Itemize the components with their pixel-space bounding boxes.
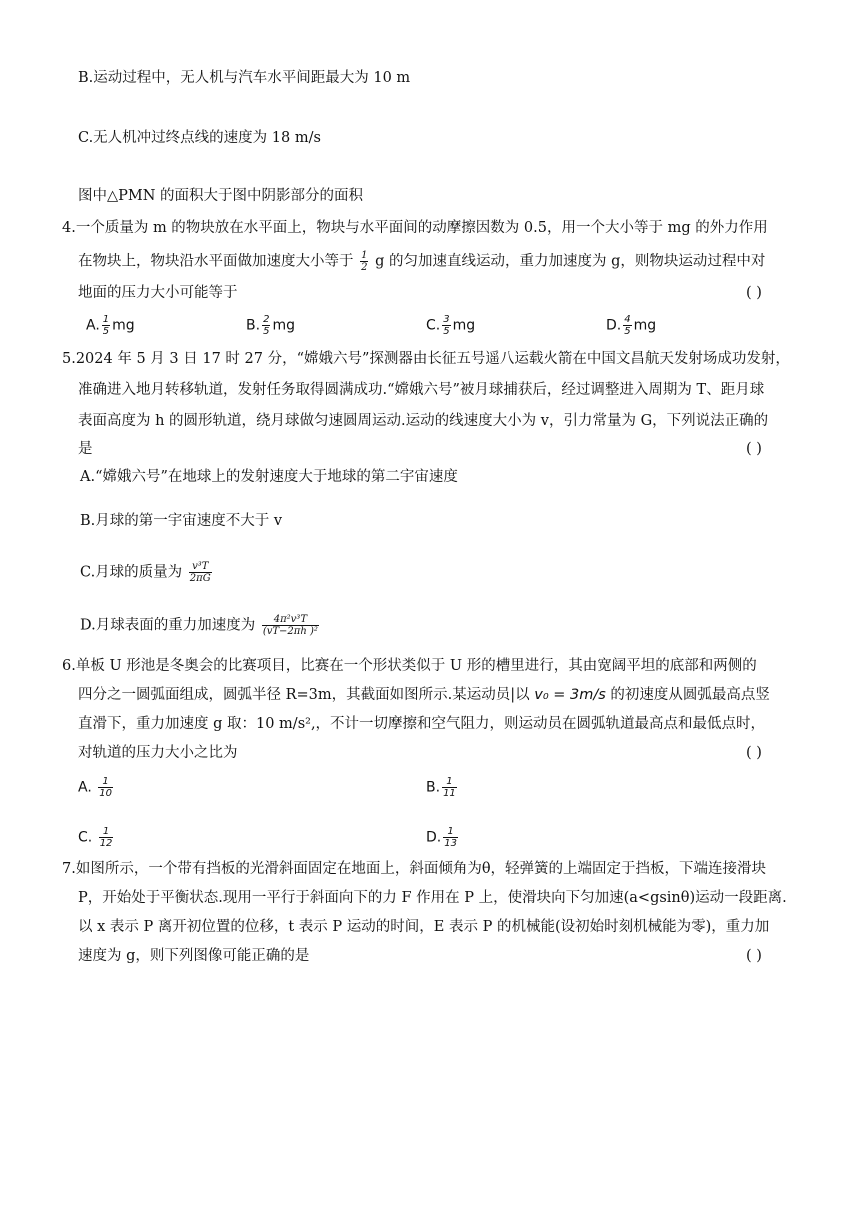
q4-option-b-num: 2 <box>263 314 270 325</box>
q5-option-c-frac <box>189 561 212 584</box>
q6-option-b-den: 11 <box>443 788 456 799</box>
q4-option-b-suffix: mg <box>272 317 295 334</box>
q4-option-b <box>246 314 295 337</box>
q4-stem-line2a: 在物块上，物块沿水平面做加速度大小等于 <box>78 253 354 270</box>
q5-stem-line2: 准确进入地月转移轨道，发射任务取得圆满成功.“嫦娥六号”被月球捕获后，经过调整进入周期为 T、距月球 <box>78 382 765 398</box>
q5-option-a: A.“嫦娥六号”在地球上的发射速度大于地球的第二宇宙速度 <box>80 469 458 485</box>
q5-option-d <box>80 614 321 637</box>
q6-option-c-prefix: C. <box>78 829 93 846</box>
q6-option-a-prefix: A. <box>78 779 92 796</box>
q3-option-c: C.无人机冲过终点线的速度为 18 m/s <box>78 130 321 146</box>
q5-option-d-den: (vT−2πh )² <box>262 626 318 637</box>
q6-option-a-frac <box>98 776 113 799</box>
q5-option-d-text: D.月球表面的重力加速度为 <box>80 617 256 634</box>
q4-option-d-num: 4 <box>624 314 631 325</box>
q7-stem-line3: 以 x 表示 P 离开初位置的位移，t 表示 P 运动的时间，E 表示 P 的机械能(设初始时刻机械能为零)，重力加 <box>78 919 770 935</box>
q4-option-b-prefix: B. <box>246 317 261 334</box>
q5-option-c-den: 2πG <box>189 573 211 584</box>
q6-option-c-frac <box>99 826 114 849</box>
q4-stem-line3: 地面的压力大小可能等于 <box>78 285 238 301</box>
q5-option-d-num: 4π²v³T <box>262 614 319 626</box>
q4-frac-half <box>360 250 368 273</box>
q6-option-a-num: 1 <box>98 776 113 788</box>
q4-option-d-den: 5 <box>624 326 631 337</box>
q4-answer-paren: ( ) <box>746 285 762 301</box>
q6-stem-line1: 6.单板 U 形池是冬奥会的比赛项目，比赛在一个形状类似于 U 形的槽里进行，其由宽阔平坦的底部和两侧的 <box>62 658 757 674</box>
q4-stem-line2 <box>78 250 765 273</box>
q6-stem-line4: 对轨道的压力大小之比为 <box>78 745 238 761</box>
q6-option-d-prefix: D. <box>426 829 442 846</box>
q7-stem-line1: 7.如图所示，一个带有挡板的光滑斜面固定在地面上，斜面倾角为θ，轻弹簧的上端固定于挡板，下端连接滑块 <box>62 861 767 877</box>
q4-option-c-frac <box>442 314 450 337</box>
q4-option-d <box>606 314 656 337</box>
q4-option-c-den: 5 <box>443 326 450 337</box>
q5-option-c-text: C.月球的质量为 <box>80 564 183 581</box>
q5-option-c-num: v³T <box>189 561 212 573</box>
q4-option-a <box>86 314 135 337</box>
q3-option-d: 图中△PMN 的面积大于图中阴影部分的面积 <box>78 188 364 204</box>
q7-stem-line2: P，开始处于平衡状态.现用一平行于斜面向下的力 F 作用在 P 上，使滑块向下匀加速(a<gsinθ)运动一段距离. <box>78 890 787 906</box>
q4-option-a-prefix: A. <box>86 317 100 334</box>
q6-option-b <box>426 776 459 799</box>
q4-frac-num: 1 <box>361 250 368 261</box>
q6-stem-line2b: 的初速度从圆弧最高点竖 <box>605 687 770 703</box>
q4-option-d-suffix: mg <box>633 317 657 334</box>
q6-option-d <box>426 826 460 849</box>
q6-option-c <box>78 826 115 849</box>
q5-stem-line3: 表面高度为 h 的圆形轨道，绕月球做匀速圆周运动.运动的线速度大小为 v，引力常量为 G，下列说法正确的 <box>78 413 769 429</box>
q3-option-b: B.运动过程中，无人机与汽车水平间距最大为 10 m <box>78 70 411 86</box>
q5-stem-line1: 5.2024 年 5 月 3 日 17 时 27 分，“嫦娥六号”探测器由长征五号遥八运载火箭在中国文昌航天发射场成功发射， <box>62 351 790 367</box>
q6-option-a-den: 10 <box>99 788 112 799</box>
q5-stem-line4: 是 <box>78 441 93 457</box>
q6-answer-paren: ( ) <box>746 745 762 761</box>
q4-stem-line2b: g 的匀加速直线运动，重力加速度为 g，则物块运动过程中对 <box>375 253 766 270</box>
q4-option-c-suffix: mg <box>452 317 476 334</box>
q6-initial-velocity: v₀ = 3m/s <box>534 687 606 703</box>
q4-option-c <box>426 314 475 337</box>
q6-stem-line2a: 四分之一圆弧面组成，圆弧半径 R=3m，其截面如图所示.某运动员|以 <box>78 687 535 703</box>
q4-option-d-prefix: D. <box>606 317 622 334</box>
q5-answer-paren: ( ) <box>746 441 762 457</box>
q4-option-c-prefix: C. <box>426 317 441 334</box>
q6-option-b-num: 1 <box>442 776 457 788</box>
q4-stem-line1: 4.一个质量为 m 的物块放在水平面上，物块与水平面间的动摩擦因数为 0.5，用一个大小等于 mg 的外力作用 <box>62 220 768 236</box>
q4-option-a-den: 5 <box>102 326 110 337</box>
q7-answer-paren: ( ) <box>746 948 762 964</box>
q6-option-d-frac <box>443 826 458 849</box>
q4-option-b-frac <box>262 314 270 337</box>
q4-frac-den: 2 <box>361 262 368 273</box>
q6-option-c-den: 12 <box>99 838 113 849</box>
q4-option-a-suffix: mg <box>112 317 135 334</box>
q4-option-a-frac <box>102 314 110 337</box>
q6-stem-line3: 直滑下，重力加速度 g 取：10 m/s²,，不计一切摩擦和空气阻力，则运动员在圆弧轨道最高点和最低点时， <box>78 716 766 732</box>
q4-option-d-frac <box>623 314 631 337</box>
q6-option-b-prefix: B. <box>426 779 441 796</box>
q6-option-b-frac <box>442 776 457 799</box>
q6-option-d-num: 1 <box>443 826 458 838</box>
q6-option-c-num: 1 <box>99 826 114 838</box>
q6-stem-line2 <box>78 685 770 705</box>
q7-stem-line4: 速度为 g，则下列图像可能正确的是 <box>78 948 310 964</box>
q5-option-d-frac <box>262 614 319 637</box>
q4-option-a-num: 1 <box>102 314 110 325</box>
q4-option-c-num: 3 <box>443 314 450 325</box>
q6-option-d-den: 13 <box>444 838 457 849</box>
q5-option-c <box>80 561 214 584</box>
q6-option-a <box>78 776 115 799</box>
q5-option-b: B.月球的第一宇宙速度不大于 v <box>80 513 283 529</box>
q4-option-b-den: 5 <box>263 326 270 337</box>
